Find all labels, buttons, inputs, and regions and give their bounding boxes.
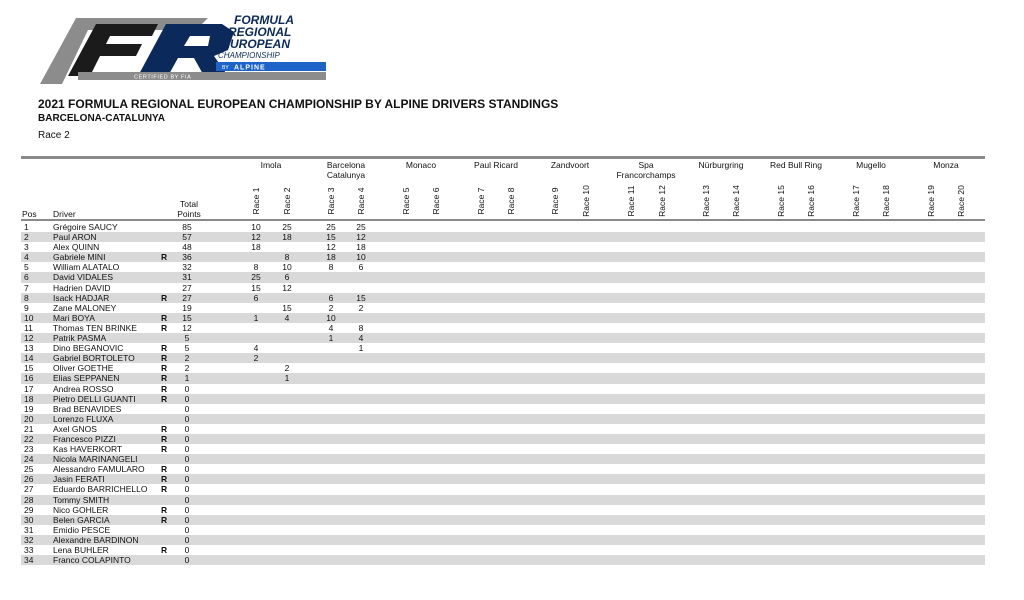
pos-cell: 21 [24,423,34,434]
rookie-badge: R [161,343,168,354]
venue-header [530,160,610,170]
race-header-label: Race 10 [581,185,591,217]
total-points-cell: 0 [184,484,190,495]
venue-header [456,160,536,170]
logo-text-regional: REGIONAL [228,25,292,39]
logo-text-certified: CERTIFIED BY FIA [134,74,192,81]
driver-cell: Paul ARON [53,232,97,243]
table-row [21,343,985,353]
race-header-label: Race 20 [956,185,966,217]
table-row [21,394,985,404]
total-points-cell: 0 [184,474,190,485]
race-header-label: Race 4 [356,187,366,215]
col-header-pos: Pos [22,209,37,219]
race-header [281,186,293,216]
driver-cell: Hadrien DAVID [53,282,111,293]
race-points-cell: 10 [251,222,261,232]
document-title: 2021 FORMULA REGIONAL EUROPEAN CHAMPIONSHIP BY ALPINE DRIVERS STANDINGS [38,97,559,111]
table-row [21,444,985,454]
race-points-cell: 8 [253,262,259,273]
venue-name: Imola [260,160,282,170]
driver-cell: Emidio PESCE [53,524,111,535]
race-points-cell: 18 [326,252,336,263]
rookie-badge: R [161,444,168,455]
total-points-cell: 15 [182,312,192,323]
pos-cell: 5 [24,262,29,273]
pos-cell: 16 [24,373,34,384]
race-header-label: Race 19 [926,185,936,217]
pos-cell: 18 [24,393,34,404]
race-header-label: Race 8 [506,187,516,215]
col-header-total-line2: Points [177,209,201,219]
race-header-label: Race 6 [431,187,441,215]
total-points-cell: 0 [184,393,190,404]
race-points-cell: 15 [356,292,366,303]
driver-cell: Nico GOHLER [53,504,109,515]
driver-cell: Grégoire SAUCY [53,222,118,232]
logo-text-championship: CHAMPIONSHIP [218,51,280,60]
logo-text-formula: FORMULA [234,13,294,27]
venue-name: Nürburgring [698,160,744,170]
total-points-cell: 2 [184,363,190,374]
table-row [21,353,985,363]
venue-name: Zandvoort [550,160,590,170]
logo-text-by: BY [222,65,229,71]
race-header [805,186,817,216]
driver-cell: Isack HADJAR [53,292,110,303]
race-header-label: Race 9 [550,187,560,215]
race-header [955,186,967,216]
driver-cell: Andrea ROSSO [53,383,114,394]
table-row [21,242,985,252]
pos-cell: 32 [24,534,34,545]
driver-cell: Alessandro FAMULARO [53,464,145,475]
total-points-cell: 32 [182,262,192,273]
race-points-cell: 25 [282,222,292,232]
driver-cell: Mari BOYA [53,312,95,323]
rookie-badge: R [161,504,168,515]
driver-cell: Dino BEGANOVIC [53,343,124,354]
driver-cell: Jasin FERATI [53,474,105,485]
total-points-cell: 0 [184,494,190,505]
table-row [21,272,985,282]
race-points-cell: 6 [328,292,334,303]
driver-cell: Pietro DELLI GUANTI [53,393,136,404]
race-points-cell: 2 [253,353,259,364]
race-points-cell: 10 [282,262,292,273]
race-header-label: Race 11 [626,185,636,217]
race-header-label: Race 13 [701,185,711,217]
pos-cell: 11 [24,322,33,333]
rookie-badge: R [161,322,168,333]
pos-cell: 27 [24,484,34,495]
rookie-badge: R [161,353,168,364]
driver-cell: Belen GARCIA [53,514,110,525]
total-points-cell: 0 [184,413,190,424]
total-points-cell: 0 [184,444,190,455]
race-points-cell: 15 [251,282,261,293]
race-header [700,186,712,216]
rookie-badge: R [161,363,168,374]
logo-text-european: EUROPEAN [222,37,291,51]
pos-cell: 19 [24,403,34,414]
race-points-cell: 2 [284,363,290,374]
table-row [21,293,985,303]
race-points-cell: 25 [326,222,336,232]
race-points-cell: 18 [356,242,366,253]
pos-cell: 13 [24,343,34,354]
venue-header [381,160,461,170]
pos-cell: 22 [24,433,34,444]
driver-cell: Gabriel BORTOLETO [53,353,135,364]
race-header-label: Race 7 [476,187,486,215]
race-points-cell: 25 [251,272,261,283]
race-points-cell: 2 [358,302,364,313]
driver-cell: Tommy SMITH [53,494,110,505]
race-header [730,186,742,216]
table-row [21,545,985,555]
table-row [21,373,985,383]
race-points-cell: 6 [284,272,290,283]
race-header [475,186,487,216]
race-points-cell: 1 [253,312,259,323]
race-points-cell: 6 [358,262,364,273]
table-row [21,495,985,505]
rookie-badge: R [161,292,168,303]
venue-name: Paul Ricard [474,160,518,170]
driver-cell: Brad BENAVIDES [53,403,122,414]
race-header-label: Race 16 [806,185,816,217]
race-points-cell: 10 [326,312,336,323]
table-row [21,515,985,525]
pos-cell: 17 [24,383,34,394]
table-row [21,464,985,474]
race-points-cell: 4 [358,333,364,344]
driver-cell: Nicola MARINANGELI [53,454,138,465]
driver-cell: Axel GNOS [53,423,97,434]
table-row [21,262,985,272]
table-row [21,414,985,424]
race-header-label: Race 1 [251,187,261,215]
venue-name: Monaco [405,160,437,170]
driver-cell: Gabriele MINI [53,252,106,263]
race-points-cell: 1 [284,373,290,384]
pos-cell: 26 [24,474,34,485]
pos-cell: 24 [24,454,34,465]
rookie-badge: R [161,383,168,394]
total-points-cell: 0 [184,514,190,525]
race-header [850,186,862,216]
table-row [21,333,985,343]
total-points-cell: 5 [184,333,190,344]
venue-name: Barcelona [326,160,366,170]
table-row [21,252,985,262]
rookie-badge: R [161,484,168,495]
pos-cell: 25 [24,464,34,475]
driver-cell: Kas HAVERKORT [53,444,123,455]
venue-header [231,160,311,170]
col-header-total [176,199,202,219]
rookie-badge: R [161,545,168,555]
total-points-cell: 12 [182,322,192,333]
race-header-label: Race 5 [401,187,411,215]
table-row [21,222,985,232]
race-header-label: Race 2 [282,187,292,215]
race-points-cell: 18 [251,242,261,253]
venue-header [306,160,386,180]
pos-cell: 30 [24,514,34,525]
race-points-cell: 12 [326,242,336,253]
driver-cell: Lorenzo FLUXA [53,413,114,424]
race-header-label: Race 12 [657,185,667,217]
driver-cell: David VIDALES [53,272,113,283]
venue-header [756,160,836,170]
race-points-cell: 8 [328,262,334,273]
total-points-cell: 85 [182,222,192,232]
rookie-badge: R [161,393,168,404]
total-points-cell: 36 [182,252,192,263]
total-points-cell: 2 [184,353,190,364]
pos-cell: 10 [24,312,34,323]
table-row [21,525,985,535]
race-header-label: Race 15 [776,185,786,217]
race-points-cell: 15 [282,302,292,313]
table-row [21,424,985,434]
pos-cell: 14 [24,353,34,364]
fre-alpine-logo [38,10,358,90]
total-points-cell: 0 [184,454,190,465]
race-points-cell: 6 [253,292,259,303]
col-header-total-line1: Total [180,199,198,209]
rookie-badge: R [161,373,168,384]
race-points-cell: 4 [328,322,334,333]
rookie-badge: R [161,312,168,323]
pos-cell: 20 [24,413,34,424]
total-points-cell: 0 [184,504,190,515]
logo-certified-bar [78,72,326,80]
driver-cell: Patrik PASMA [53,333,107,344]
table-row [21,505,985,515]
driver-cell: Alexandre BARDINON [53,534,139,545]
driver-cell: Eduardo BARRICHELLO [53,484,148,495]
race-header [549,186,561,216]
total-points-cell: 48 [182,242,192,253]
venue-header [906,160,986,170]
race-header [880,186,892,216]
race-header [430,186,442,216]
race-label: Race 2 [38,130,70,141]
total-points-cell: 0 [184,464,190,475]
race-points-cell: 12 [251,232,261,243]
pos-cell: 4 [24,252,29,263]
driver-cell: Francesco PIZZI [53,433,116,444]
pos-cell: 34 [24,555,34,566]
pos-cell: 3 [24,242,29,253]
race-header [505,186,517,216]
total-points-cell: 0 [184,403,190,414]
table-row [21,404,985,414]
table-row [21,484,985,494]
race-header [925,186,937,216]
table-row [21,313,985,323]
table-top-rule [21,156,985,159]
race-header [355,186,367,216]
total-points-cell: 19 [182,302,192,313]
race-points-cell: 10 [356,252,366,263]
pos-cell: 2 [24,232,29,243]
rookie-badge: R [161,433,168,444]
race-header-label: Race 3 [326,187,336,215]
driver-cell: Lena BUHLER [53,545,109,555]
pos-cell: 28 [24,494,34,505]
table-row [21,434,985,444]
race-header [580,186,592,216]
race-header [325,186,337,216]
table-row [21,303,985,313]
table-row [21,454,985,464]
rookie-badge: R [161,464,168,475]
race-header-label: Race 14 [731,185,741,217]
race-points-cell: 12 [282,282,292,293]
race-header [250,186,262,216]
pos-cell: 29 [24,504,34,515]
pos-cell: 15 [24,363,34,374]
table-row [21,555,985,565]
race-header [656,186,668,216]
pos-cell: 7 [24,282,29,293]
col-header-driver: Driver [53,209,76,219]
table-row [21,232,985,242]
logo-text-alpine: ALPINE [234,64,266,72]
race-points-cell: 15 [326,232,336,243]
venue-name-line2: Francorchamps [616,170,676,180]
venue-name: Red Bull Ring [770,160,822,170]
driver-cell: Alex QUINN [53,242,100,253]
total-points-cell: 0 [184,383,190,394]
total-points-cell: 0 [184,423,190,434]
table-row [21,474,985,484]
driver-cell: William ALATALO [53,262,120,273]
race-header [625,186,637,216]
total-points-cell: 57 [182,232,192,243]
pos-cell: 23 [24,444,34,455]
race-points-cell: 1 [328,333,334,344]
standings-table-body [21,222,985,565]
venue-name: Spa [638,160,654,170]
rookie-badge: R [161,423,168,434]
pos-cell: 1 [24,222,29,232]
race-header-label: Race 17 [851,185,861,217]
logo-alpine-bar [216,62,326,71]
venue-name: Mugello [856,160,886,170]
pos-cell: 31 [24,524,34,535]
table-row [21,384,985,394]
driver-cell: Elias SEPPANEN [53,373,120,384]
total-points-cell: 0 [184,433,190,444]
table-row [21,283,985,293]
race-header [775,186,787,216]
driver-cell: Thomas TEN BRINKE [53,322,137,333]
rookie-badge: R [161,514,168,525]
race-points-cell: 8 [284,252,290,263]
race-points-cell: 18 [282,232,292,243]
venue-name: Monza [933,160,959,170]
total-points-cell: 1 [184,373,190,384]
rookie-badge: R [161,474,168,485]
total-points-cell: 27 [182,282,192,293]
pos-cell: 6 [24,272,29,283]
venue-header [606,160,686,180]
pos-cell: 9 [24,302,29,313]
driver-cell: Zane MALONEY [53,302,117,313]
pos-cell: 8 [24,292,29,303]
total-points-cell: 5 [184,343,190,354]
venue-name-line2: Catalunya [326,170,366,180]
venue-header [831,160,911,170]
race-points-cell: 2 [328,302,334,313]
table-row [21,535,985,545]
header-bottom-rule [21,219,985,221]
table-row [21,323,985,333]
event-name: BARCELONA-CATALUNYA [38,113,166,124]
race-points-cell: 12 [356,232,366,243]
pos-cell: 33 [24,545,34,555]
total-points-cell: 0 [184,555,190,566]
race-header [400,186,412,216]
total-points-cell: 0 [184,545,190,555]
rookie-badge: R [161,252,168,263]
race-points-cell: 1 [358,343,364,354]
total-points-cell: 31 [182,272,192,283]
race-header-label: Race 18 [881,185,891,217]
table-row [21,363,985,373]
total-points-cell: 27 [182,292,192,303]
total-points-cell: 0 [184,534,190,545]
race-points-cell: 4 [253,343,259,354]
race-points-cell: 25 [356,222,366,232]
race-points-cell: 8 [358,322,364,333]
pos-cell: 12 [24,333,34,344]
driver-cell: Franco COLAPINTO [53,555,131,566]
driver-cell: Oliver GOETHE [53,363,114,374]
total-points-cell: 0 [184,524,190,535]
venue-header [681,160,761,170]
race-points-cell: 4 [284,312,290,323]
